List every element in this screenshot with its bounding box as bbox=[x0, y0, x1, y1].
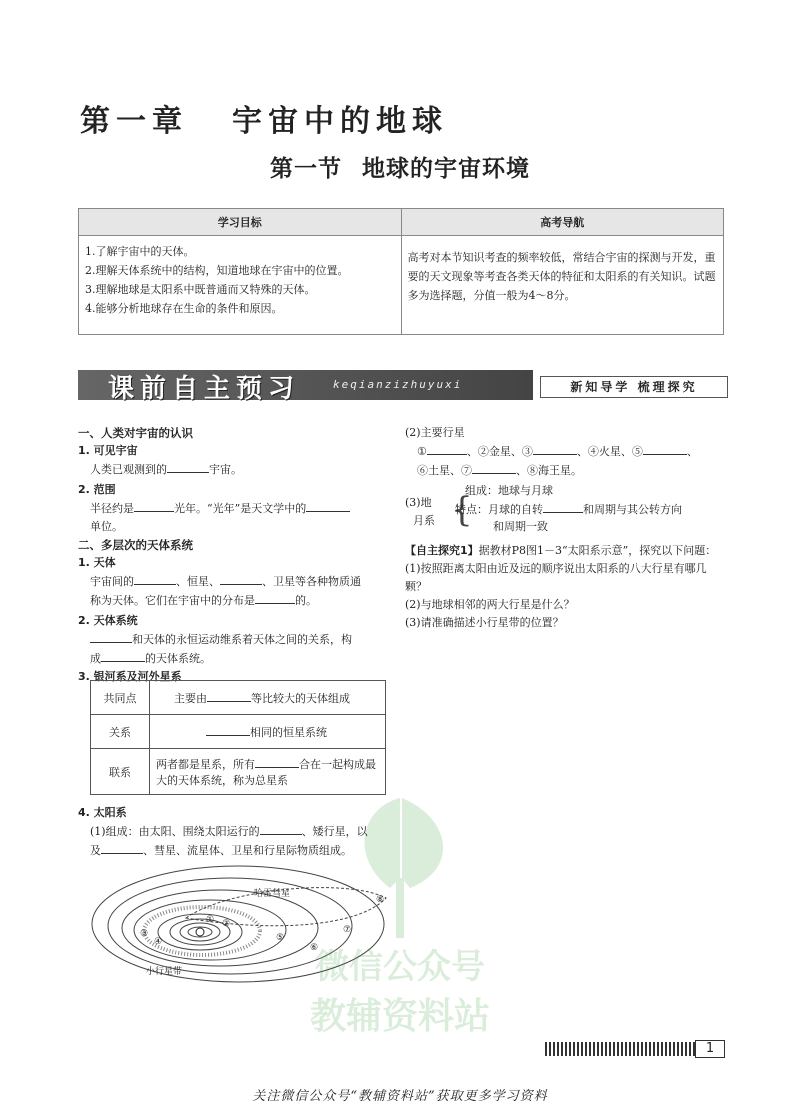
fill-blank[interactable] bbox=[427, 442, 467, 455]
goal-item: 1.了解宇宙中的天体。 bbox=[85, 245, 195, 258]
orbit-5 bbox=[134, 900, 286, 960]
brace-icon: { bbox=[451, 490, 473, 530]
question-1: (1)按照距离太阳由近及远的顺序说出太阳系的八大行星有哪几颗？ bbox=[405, 562, 707, 593]
earth-moon-system bbox=[405, 482, 725, 540]
heading-visible-universe: 1. 可见宇宙 bbox=[78, 444, 138, 457]
banner-subtitle: 新知导学 梳理探究 bbox=[540, 376, 728, 398]
fill-blank[interactable] bbox=[207, 689, 251, 702]
planets-line-2 bbox=[405, 461, 725, 480]
text: 、卫星等各种物质通 bbox=[262, 575, 361, 588]
goals-table bbox=[78, 208, 724, 335]
fill-blank[interactable] bbox=[255, 591, 295, 604]
banner-pinyin: keqianzizhuyuxi bbox=[333, 378, 463, 391]
heading-range: 2. 范围 bbox=[78, 483, 116, 496]
heading-cognition: 一、人类对宇宙的认识 bbox=[78, 426, 193, 440]
planet-label: ⑤ bbox=[276, 933, 285, 943]
sun-icon bbox=[196, 928, 204, 936]
fill-blank[interactable] bbox=[90, 630, 132, 643]
planet-label: ⑧ bbox=[376, 895, 385, 905]
visible-universe-text bbox=[78, 460, 390, 479]
section-heading bbox=[270, 150, 530, 183]
fill-blank[interactable] bbox=[533, 442, 577, 455]
text: ① bbox=[417, 445, 427, 458]
galaxy-key: 共同点 bbox=[91, 681, 150, 715]
text: 特点：月球的自转 bbox=[455, 503, 543, 516]
planet-label: ① bbox=[206, 915, 215, 925]
fill-blank[interactable] bbox=[101, 649, 145, 662]
em-feature bbox=[455, 500, 682, 519]
goal-item: 4.能够分析地球存在生命的条件和原因。 bbox=[85, 302, 283, 315]
leaf-icon bbox=[365, 798, 400, 888]
explore-tag: 【自主探究1】 bbox=[405, 544, 479, 557]
planet-label: ④ bbox=[154, 937, 163, 947]
fill-blank[interactable] bbox=[472, 461, 516, 474]
fill-blank[interactable] bbox=[134, 572, 176, 585]
watermark-line-1: 微信公众号 bbox=[315, 947, 485, 987]
body-text bbox=[78, 572, 390, 591]
leaf-icon bbox=[402, 798, 443, 888]
fill-blank[interactable] bbox=[220, 572, 262, 585]
text: 人类已观测到的 bbox=[90, 463, 167, 476]
guide-header: 高考导航 bbox=[401, 209, 724, 236]
text: 的。 bbox=[295, 594, 317, 607]
text: 合在一起构成最大的天体系统，称为总星系 bbox=[156, 758, 376, 787]
text: 及 bbox=[90, 844, 101, 857]
em-feature-2: 和周期一致 bbox=[493, 520, 548, 533]
page-number-strip bbox=[545, 1040, 725, 1058]
text: 、 bbox=[686, 445, 698, 458]
text: 光年。“光年”是天文学中的 bbox=[174, 502, 307, 515]
watermark-line-2: 教辅资料站 bbox=[309, 996, 491, 1037]
em-composition: 组成：地球与月球 bbox=[465, 484, 553, 497]
system-text-2 bbox=[78, 649, 390, 668]
galaxy-key: 联系 bbox=[91, 749, 150, 795]
system-text bbox=[78, 630, 390, 649]
planet-label: ⑥ bbox=[310, 943, 319, 953]
comet-label: 哈雷彗星 bbox=[254, 889, 291, 899]
text: 半径约是 bbox=[90, 502, 134, 515]
explore-text: 据教材P8图1－3“太阳系示意”，探究以下问题： bbox=[478, 544, 717, 557]
em-label-2: 月系 bbox=[413, 514, 435, 527]
fill-blank[interactable] bbox=[167, 460, 209, 473]
footer-note: 关注微信公众号“教辅资料站”获取更多学习资料 bbox=[252, 1089, 548, 1104]
goals-header: 学习目标 bbox=[79, 209, 402, 236]
fill-blank[interactable] bbox=[101, 841, 143, 854]
question-3: (3)请准确描述小行星带的位置？ bbox=[405, 616, 564, 629]
banner-title: 课前自主预习 bbox=[108, 374, 301, 404]
heading-solar-system: 4. 太阳系 bbox=[78, 806, 127, 819]
galaxy-value bbox=[150, 715, 386, 749]
text: 、彗星、流星体、卫星和行星际物质组成。 bbox=[143, 844, 352, 857]
fill-blank[interactable] bbox=[543, 500, 583, 513]
text: (1)组成：由太阳、围绕太阳运行的 bbox=[90, 825, 260, 838]
text: 等比较大的天体组成 bbox=[251, 692, 350, 705]
text: 成 bbox=[90, 652, 101, 665]
goal-item: 2.理解天体系统中的结构，知道地球在宇宙中的位置。 bbox=[85, 264, 349, 277]
text: 、②金星、③ bbox=[466, 445, 533, 458]
preview-banner bbox=[78, 370, 726, 404]
text: 、恒星、 bbox=[176, 575, 220, 588]
range-text-2: 单位。 bbox=[90, 520, 123, 533]
text: 、矮行星，以 bbox=[301, 825, 368, 838]
galaxy-value bbox=[150, 681, 386, 715]
chapter-number: 第一章 bbox=[80, 104, 188, 139]
fill-blank[interactable] bbox=[643, 442, 687, 455]
watermark-logo bbox=[290, 778, 510, 1038]
text: 两者都是星系，所有 bbox=[156, 758, 255, 771]
em-label: (3)地 bbox=[405, 496, 432, 509]
fill-blank[interactable] bbox=[306, 499, 350, 512]
planets-heading: (2)主要行星 bbox=[405, 426, 465, 439]
text: 、⑧海王星。 bbox=[516, 464, 582, 477]
text: ⑥土星、⑦ bbox=[417, 464, 472, 477]
decorative-stripes bbox=[545, 1042, 695, 1056]
explore-1 bbox=[405, 542, 725, 560]
planet-label: ③ bbox=[140, 929, 149, 939]
range-text bbox=[78, 499, 390, 518]
heading-body-system: 2. 天体系统 bbox=[78, 614, 138, 627]
fill-blank[interactable] bbox=[134, 499, 174, 512]
text: 主要由 bbox=[174, 692, 207, 705]
stem-icon bbox=[396, 878, 404, 938]
text: 的天体系统。 bbox=[145, 652, 211, 665]
chapter-heading bbox=[80, 96, 448, 140]
fill-blank[interactable] bbox=[255, 755, 299, 768]
goals-list bbox=[79, 236, 402, 335]
page-number: 1 bbox=[695, 1040, 725, 1058]
body-text-2 bbox=[78, 591, 390, 610]
text: 宇宙间的 bbox=[90, 575, 134, 588]
left-column bbox=[78, 424, 390, 686]
text: 相同的恒星系统 bbox=[250, 726, 327, 739]
planet-label: ⑦ bbox=[343, 925, 352, 935]
text: 和天体的永恒运动维系着天体之间的关系，构 bbox=[132, 633, 352, 646]
planet-label: ② bbox=[222, 919, 231, 929]
planets-line-1 bbox=[405, 442, 725, 461]
goal-item: 3.理解地球是太阳系中既普通而又特殊的天体。 bbox=[85, 283, 316, 296]
heading-systems: 二、多层次的天体系统 bbox=[78, 538, 193, 552]
right-column bbox=[405, 424, 725, 632]
belt-label: 小行星带 bbox=[146, 967, 183, 977]
text: 、④火星、⑤ bbox=[576, 445, 643, 458]
section-title: 地球的宇宙环境 bbox=[362, 155, 530, 182]
guide-text: 高考对本节知识考查的频率较低，常结合宇宙的探测与开发，重要的天文现象等考查各类天体的特征和太阳系的有关知识。试题多为选择题，分值一般为4～8分。 bbox=[401, 236, 724, 335]
text: 宇宙。 bbox=[209, 463, 242, 476]
question-2: (2)与地球相邻的两大行星是什么？ bbox=[405, 598, 575, 611]
text: 和周期与其公转方向 bbox=[583, 503, 682, 516]
heading-galaxy: 3. 银河系及河外星系 bbox=[78, 670, 182, 683]
chapter-title: 宇宙中的地球 bbox=[232, 104, 448, 139]
section-number: 第一节 bbox=[270, 155, 342, 182]
text: 称为天体。它们在宇宙中的分布是 bbox=[90, 594, 255, 607]
fill-blank[interactable] bbox=[206, 723, 250, 736]
heading-celestial-body: 1. 天体 bbox=[78, 556, 116, 569]
galaxy-key: 关系 bbox=[91, 715, 150, 749]
orbit-6 bbox=[122, 890, 318, 966]
